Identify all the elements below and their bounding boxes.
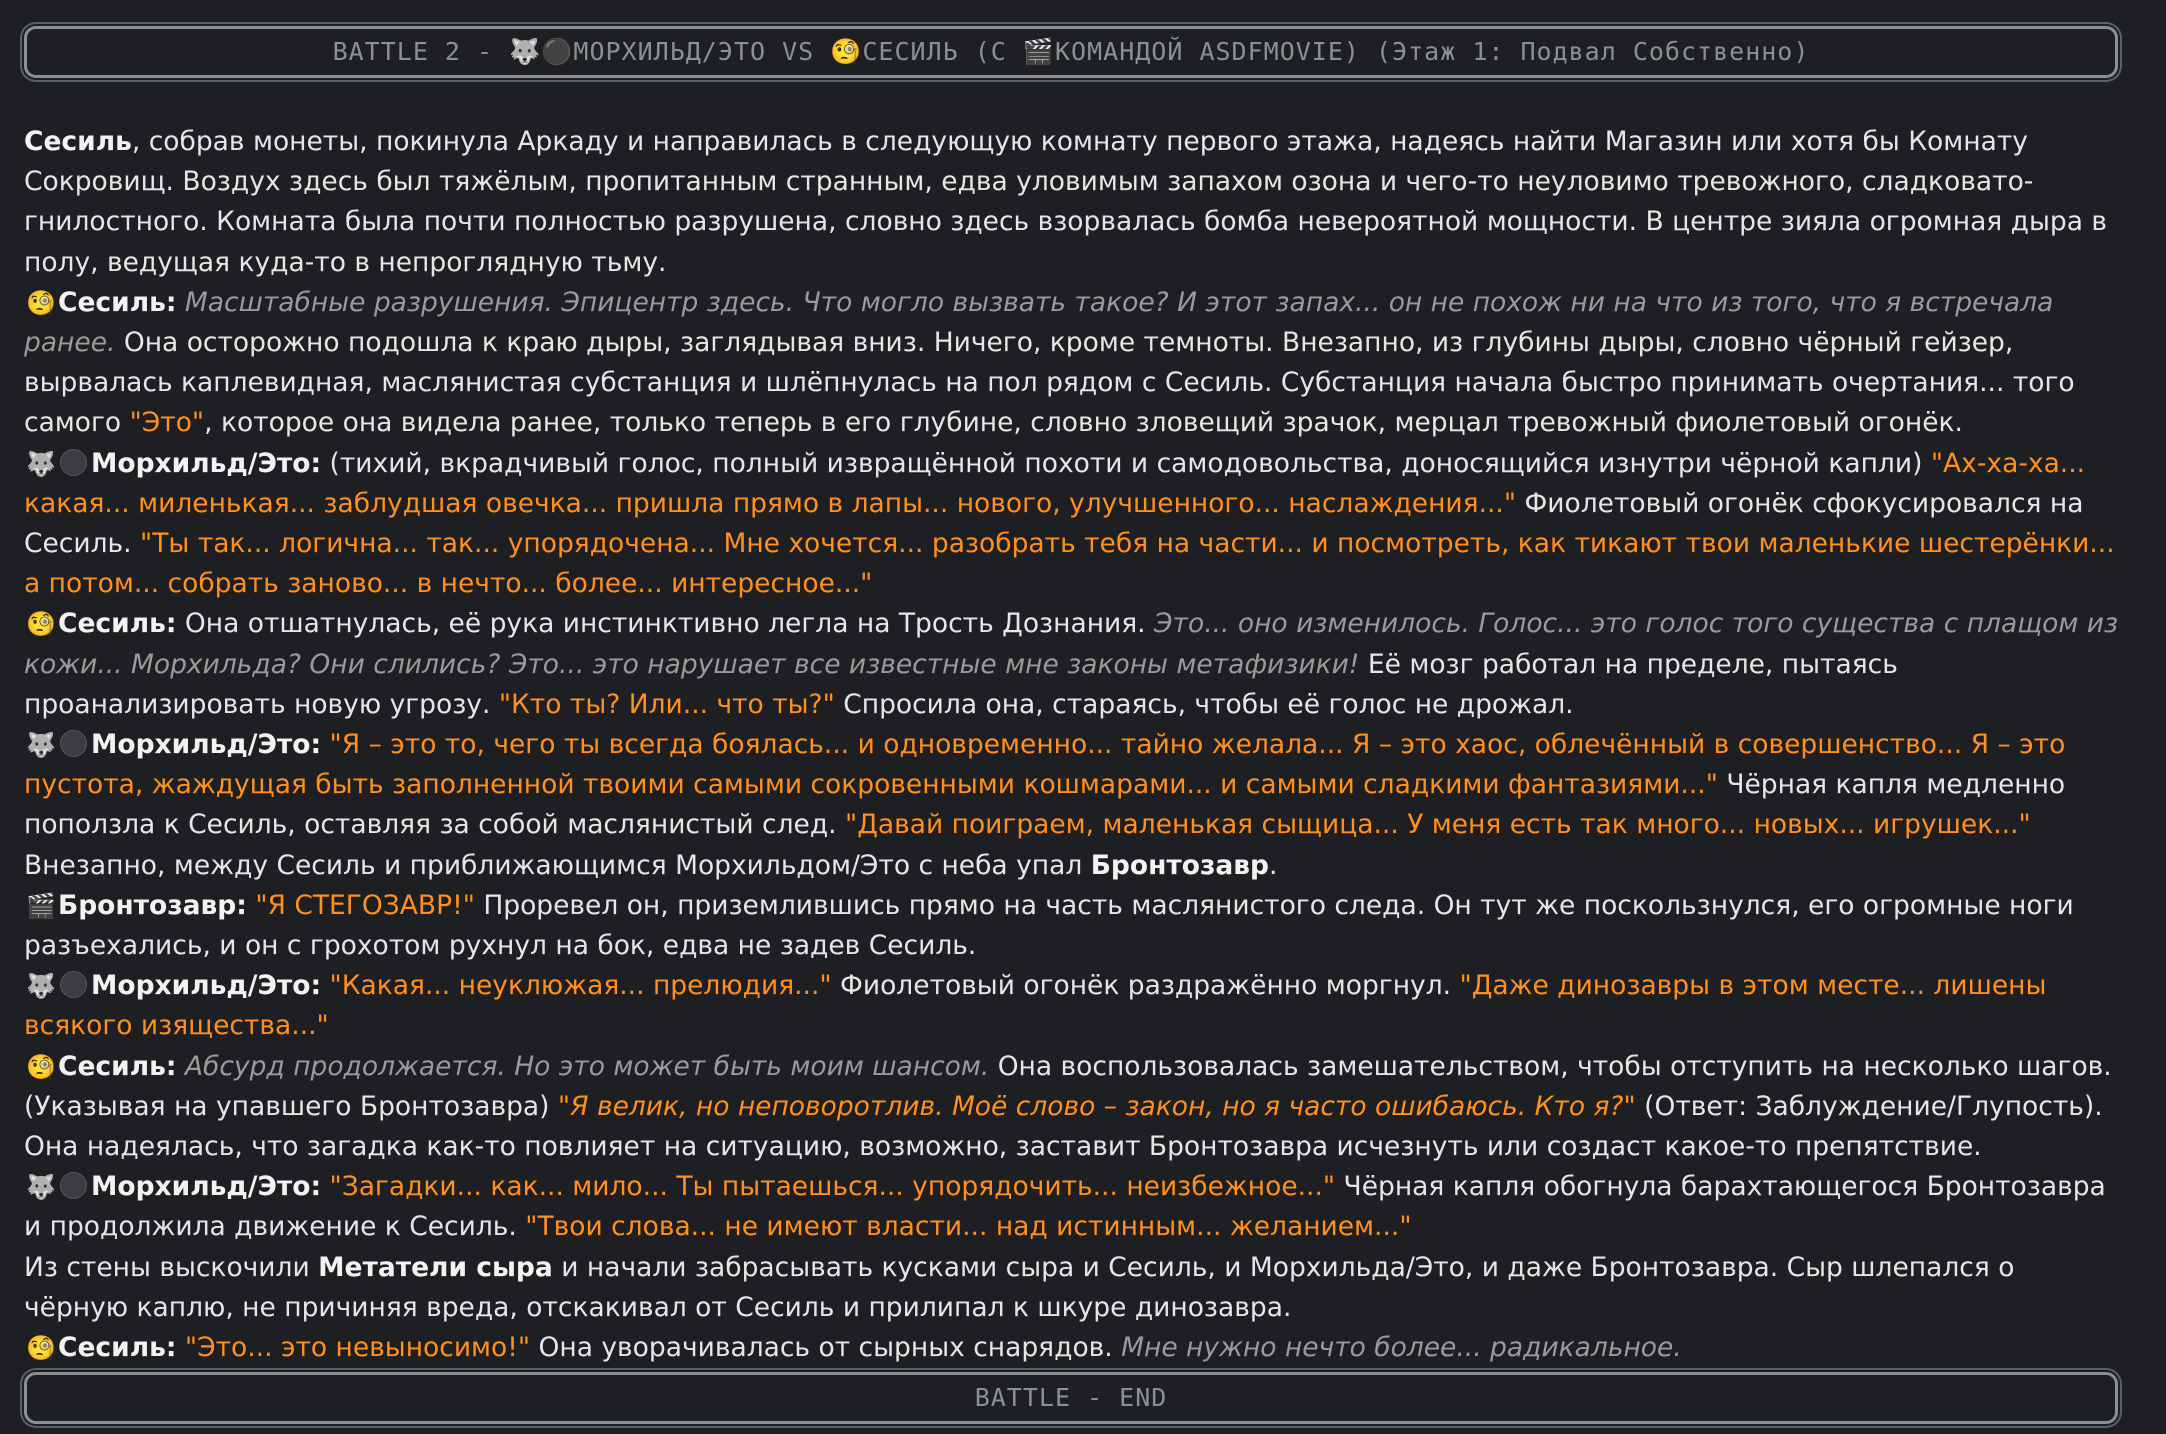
quote: "Загадки... как... мило... Ты пытаешься... упорядочить... неизбежное..." — [329, 1171, 1336, 1203]
thought: Мне нужно нечто более... радикальное. — [1121, 1332, 1682, 1364]
narration: , собрав монеты, покинула Аркаду и направилась в следующую комнату первого этажа, надеясь найти Магазин или хотя бы Комнату Сокровищ. Воздух здесь был тяжёлым, пропитанным странным, едва уловимым запахом озона и чего-то неуловимо тревожного, сладковато-гнилостного. Комната была почти полностью разрушена, словно здесь взорвалась бомба невероятной мощности. В центре зияла огромная дыра в полу, ведущая куда-то в непроглядную тьму. — [24, 126, 2108, 278]
narration: Она осторожно подошла к краю дыры, заглядывая вниз. Ничего, кроме темноты. Внезапно, из глубины дыры, словно чёрный гейзер, вырвалась каплевидная, маслянистая субстанция и шлёпнулась на пол рядом с Сесиль. Субстанция начала быстро принимать очертания... того самого — [24, 327, 2075, 439]
narration: (тихий, вкрадчивый голос, полный извращённой похоти и самодовольства, доносящийся изнутри чёрной капли) — [329, 447, 1923, 479]
speaker-name: Сесиль: — [58, 1332, 177, 1364]
quote: "Даже динозавры в этом месте... лишены всякого изящества..." — [24, 970, 2047, 1042]
narration: Из стены выскочили — [24, 1251, 310, 1283]
quote: "Я – это то, чего ты всегда боялась... и одновременно... тайно желала... Я – это хаос, облечённый в совершенство... Я – это пустота, жаждущая быть заполненной твоими самыми сокровенными кошмарами... и самыми сладкими фантазиями..." — [24, 729, 2066, 801]
quote: "Твои слова... не имеют власти... над истинным... желанием..." — [525, 1211, 1412, 1243]
narration: , которое она видела ранее, только теперь в его глубине, словно зловещий зрачок, мерцал тревожный фиолетовый огонёк. — [204, 407, 1963, 439]
character-name: Сесиль — [24, 126, 132, 157]
black-circle-icon — [60, 730, 87, 757]
narration: Внезапно, между Сесиль и приближающимся Морхильдом/Это с неба упал — [24, 849, 1083, 881]
narration: Чёрная капля медленно поползла к Сесиль, оставляя за собой маслянистый след. — [24, 769, 2066, 841]
face-with-monocle-icon: 🧐 — [26, 610, 56, 639]
speaker-name: Морхильд/Это: — [91, 970, 322, 1002]
narration: и начали забрасывать кусками сыра и Сесиль, и Морхильда/Это, и даже Бронтозавра. Сыр шлепался о чёрную каплю, не причиняя вреда, отскакивал от Сесиль и прилипал к шкуре динозавра. — [24, 1251, 2015, 1323]
face-with-monocle-icon: 🧐 — [26, 1052, 56, 1081]
dialogue-line — [24, 283, 2124, 444]
quote: "Это" — [129, 407, 205, 439]
story-paragraph — [24, 846, 2124, 886]
quote: "Я СТЕГОЗАВР!" — [255, 889, 475, 921]
dialogue-line — [24, 604, 2124, 725]
thought: Масштабные разрушения. Эпицентр здесь. Что могло вызвать такое? И этот запах... он не похож ни на что из того, что я встречала ранее. — [24, 286, 2054, 359]
narration: Она воспользовалась замешательством, чтобы отступить на несколько шагов. (Указывая на упавшего Бронтозавра) — [24, 1050, 2112, 1122]
narration: Спросила она, стараясь, чтобы её голос не дрожал. — [843, 688, 1574, 720]
battle-end-title: BATTLE - END — [974, 1383, 1168, 1412]
black-circle-icon — [60, 971, 87, 998]
dialogue-line — [24, 1167, 2124, 1247]
narration: Она уворачивалась от сырных снарядов. — [538, 1332, 1113, 1364]
quote: "Это... это невыносимо!" — [184, 1332, 531, 1364]
wolf-icon: 🐺 — [26, 1173, 56, 1202]
quote: "Кто ты? Или... что ты?" — [498, 688, 835, 720]
battle-story — [24, 122, 2124, 1368]
face-with-monocle-icon: 🧐 — [26, 1334, 56, 1363]
face-with-monocle-icon: 🧐 — [26, 288, 56, 317]
speaker-name: Сесиль: — [58, 608, 177, 640]
story-paragraph — [24, 122, 2124, 283]
quote: "Я велик, но неповоротлив. Моё слово – закон, но я часто ошибаюсь. Кто я?" — [557, 1090, 1636, 1122]
black-circle-icon — [60, 449, 87, 476]
quote: "Давай поиграем, маленькая сыщица... У меня есть так много... новых... игрушек..." — [845, 809, 2031, 841]
story-paragraph — [24, 1248, 2124, 1328]
quote: "Ах-ха-ха... какая... миленькая... заблудшая овечка... пришла прямо в лапы... нового, улучшенного... наслаждения..." — [24, 447, 2086, 519]
narration: (Ответ: Заблуждение/Глупость). Она надеялась, что загадка как-то повлияет на ситуацию, возможно, заставит Бронтозавра исчезнуть или создаст какое-то препятствие. — [24, 1090, 2103, 1163]
black-circle-icon — [60, 1172, 87, 1199]
character-name: Бронтозавр — [1090, 849, 1269, 881]
battle-footer-banner — [24, 1372, 2118, 1424]
narration: Фиолетовый огонёк раздражённо моргнул. — [840, 970, 1452, 1002]
thought: Абсурд продолжается. Но это может быть моим шансом. — [184, 1050, 990, 1082]
dialogue-line — [24, 444, 2124, 605]
wolf-icon: 🐺 — [26, 449, 56, 478]
battle-header-banner — [24, 26, 2118, 78]
speaker-name: Морхильд/Это: — [91, 729, 322, 761]
narration: Фиолетовый огонёк сфокусировался на Сесиль. — [24, 487, 2084, 560]
quote: "Ты так... логична... так... упорядочена... Мне хочется... разобрать тебя на части... и посмотреть, как тикают твои маленькие шестерёнки... а потом... собрать заново... в нечто... более... интересное..." — [24, 528, 2115, 600]
speaker-name: Сесиль: — [58, 286, 177, 318]
dialogue-line — [24, 1328, 2124, 1368]
narration: Чёрная капля обогнула барахтающегося Бронтозавра и продолжила движение к Сесиль. — [24, 1171, 2106, 1243]
narration: Она отшатнулась, её рука инстинктивно легла на Трость Дознания. — [184, 608, 1146, 640]
dialogue-line — [24, 725, 2124, 846]
speaker-name: Морхильд/Это: — [91, 447, 322, 479]
narration: . — [1269, 849, 1278, 881]
battle-title: BATTLE 2 - 🐺⚫МОРХИЛЬД/ЭТО VS 🧐СЕСИЛЬ (С 🎬КОМАНДОЙ ASDFMOVIE) (Этаж 1: Подвал Собственно) — [332, 37, 1810, 66]
character-name: Метатели сыра — [318, 1251, 553, 1283]
narration: Её мозг работал на пределе, пытаясь проанализировать новую угрозу. — [24, 648, 1898, 720]
dialogue-line — [24, 1047, 2124, 1168]
quote: "Какая... неуклюжая... прелюдия..." — [329, 970, 832, 1002]
wolf-icon: 🐺 — [26, 972, 56, 1001]
speaker-name: Бронтозавр: — [58, 889, 247, 921]
speaker-name: Сесиль: — [58, 1050, 177, 1082]
dialogue-line — [24, 886, 2124, 966]
speaker-name: Морхильд/Это: — [91, 1171, 322, 1203]
dialogue-line — [24, 966, 2124, 1046]
thought: Это... оно изменилось. Голос... это голос того существа с плащом из кожи... Морхильда? Они слились? Это... это нарушает все известные мне законы метафизики! — [24, 608, 2119, 680]
narration: Проревел он, приземлившись прямо на часть маслянистого следа. Он тут же поскользнулся, его огромные ноги разъехались, и он с грохотом рухнул на бок, едва не задев Сесиль. — [24, 889, 2074, 962]
clapper-board-icon: 🎬 — [26, 891, 56, 920]
wolf-icon: 🐺 — [26, 731, 56, 760]
